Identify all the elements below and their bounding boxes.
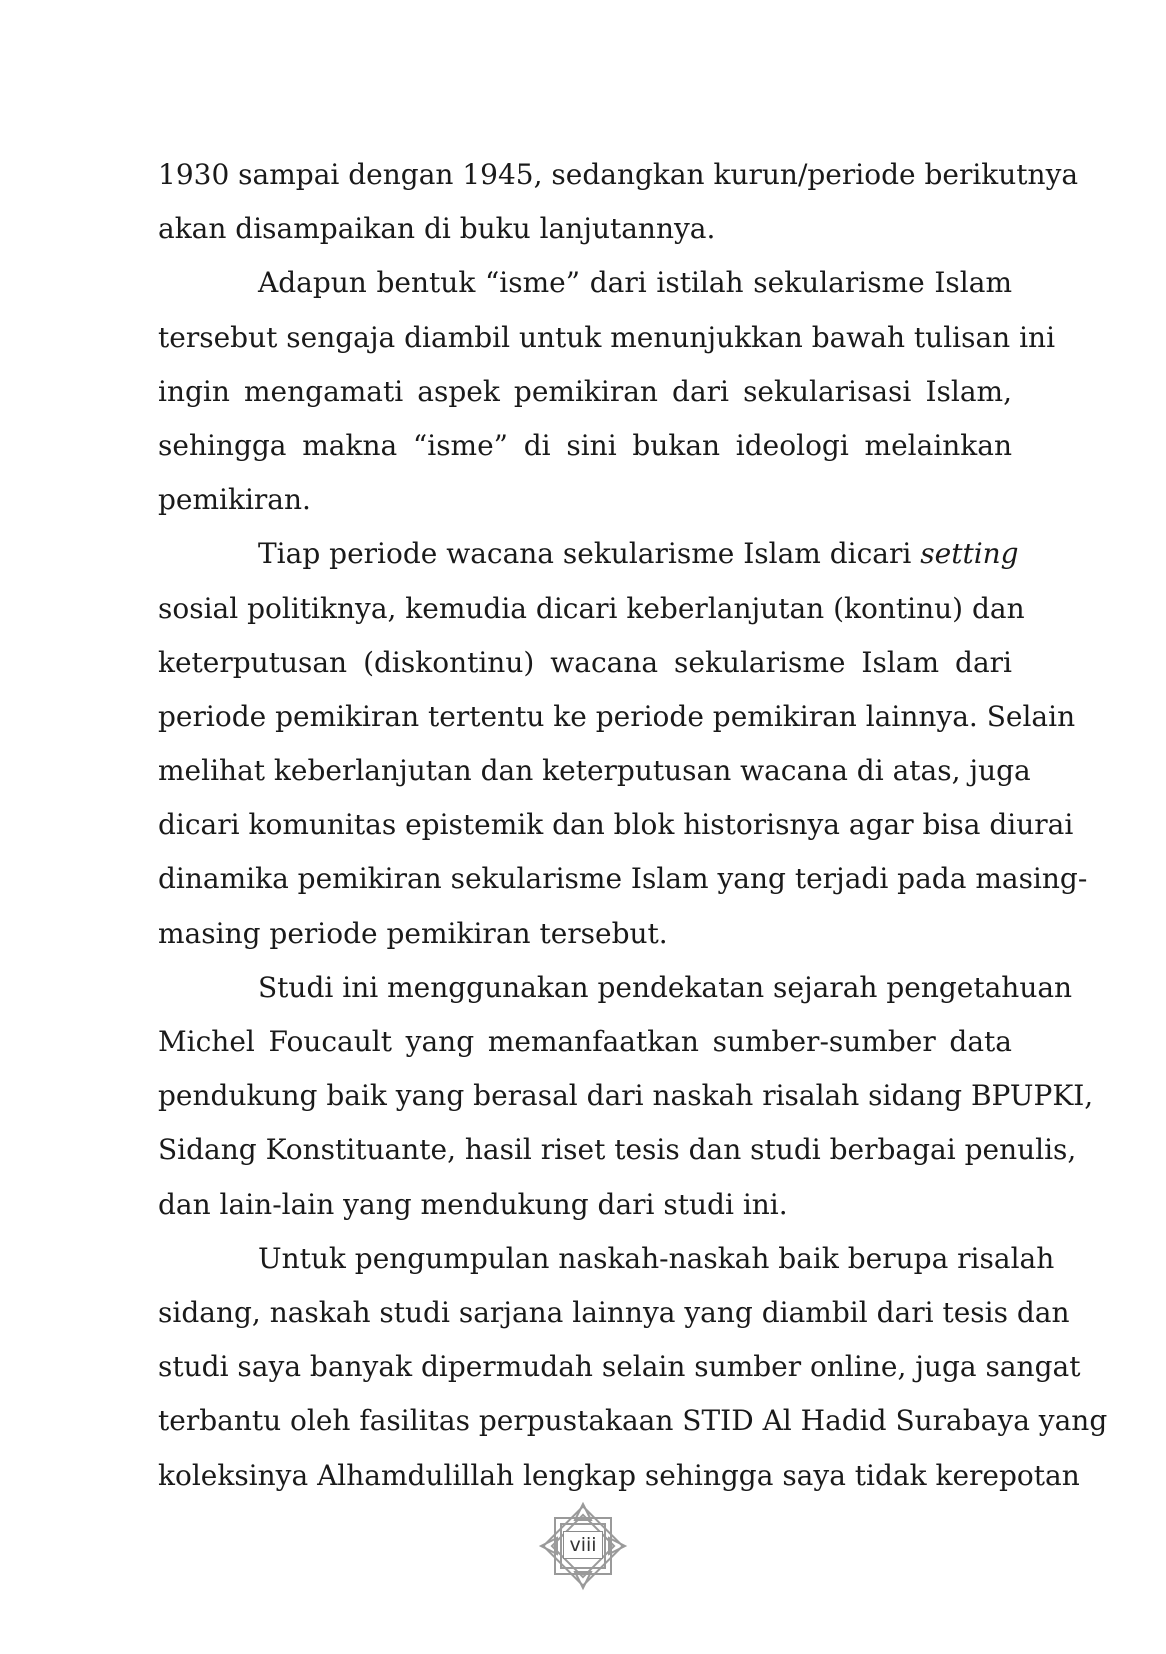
text-line: Adapun bentuk “isme” dari istilah sekularisme Islam (258, 266, 1012, 300)
paragraph (158, 1232, 1108, 1503)
text-line: Sidang Konstituante, hasil riset tesis dan studi berbagai penulis, (158, 1133, 1077, 1167)
text-line: dicari komunitas epistemik dan blok historisnya agar bisa diurai (158, 808, 1074, 842)
text-line: tersebut sengaja diambil untuk menunjukkan bawah tulisan ini (158, 320, 1056, 354)
text-line: akan disampaikan di buku lanjutannya. (158, 212, 716, 246)
paragraph (158, 527, 1088, 961)
text-line: 1930 sampai dengan 1945, sedangkan kurun/periode berikutnya (158, 158, 1079, 191)
text-line: Michel Foucault yang memanfaatkan sumber-sumber data (158, 1025, 1012, 1058)
text-line: periode pemikiran tertentu ke periode pemikiran lainnya. Selain (158, 699, 1076, 733)
italic-term: setting (920, 537, 1019, 571)
text-line: koleksinya Alhamdulillah lengkap sehingga saya tidak kerepotan (158, 1458, 1080, 1492)
text-line: melihat keberlanjutan dan keterputusan wacana di atas, juga (158, 754, 1031, 788)
text-line: pendukung baik yang berasal dari naskah risalah sidang BPUPKI, (158, 1079, 1094, 1113)
text-line: Untuk pengumpulan naskah-naskah baik berupa risalah (258, 1241, 1055, 1275)
paragraph (158, 961, 1094, 1232)
paragraph (158, 256, 1056, 527)
text-line: masing periode pemikiran tersebut. (158, 916, 668, 950)
text-line: dinamika pemikiran sekularisme Islam yang terjadi pada masing- (158, 862, 1088, 896)
body-text (158, 148, 1108, 1503)
text-line: pemikiran. (158, 483, 311, 517)
text-line (158, 527, 1019, 581)
page-number: viii (563, 1531, 603, 1559)
text-line: ingin mengamati aspek pemikiran dari sekularisasi Islam, (158, 374, 1012, 408)
text-line: sehingga makna “isme” di sini bukan ideologi melainkan (158, 428, 1012, 462)
text-line: dan lain-lain yang mendukung dari studi ini. (158, 1187, 788, 1221)
text-line: Studi ini menggunakan pendekatan sejarah pengetahuan (258, 970, 1073, 1004)
text-line: studi saya banyak dipermudah selain sumber online, juga sangat (158, 1350, 1081, 1384)
paragraph (158, 148, 1079, 256)
text-segment: Tiap periode wacana sekularisme Islam dicari (258, 537, 912, 571)
text-line: keterputusan (diskontinu) wacana sekularisme Islam dari (158, 645, 1012, 679)
text-line: sidang, naskah studi sarjana lainnya yang diambil dari tesis dan (158, 1295, 1070, 1329)
text-line: terbantu oleh fasilitas perpustakaan STID Al Hadid Surabaya yang (158, 1404, 1108, 1438)
text-line: sosial politiknya, kemudia dicari keberlanjutan (kontinu) dan (158, 591, 1025, 625)
